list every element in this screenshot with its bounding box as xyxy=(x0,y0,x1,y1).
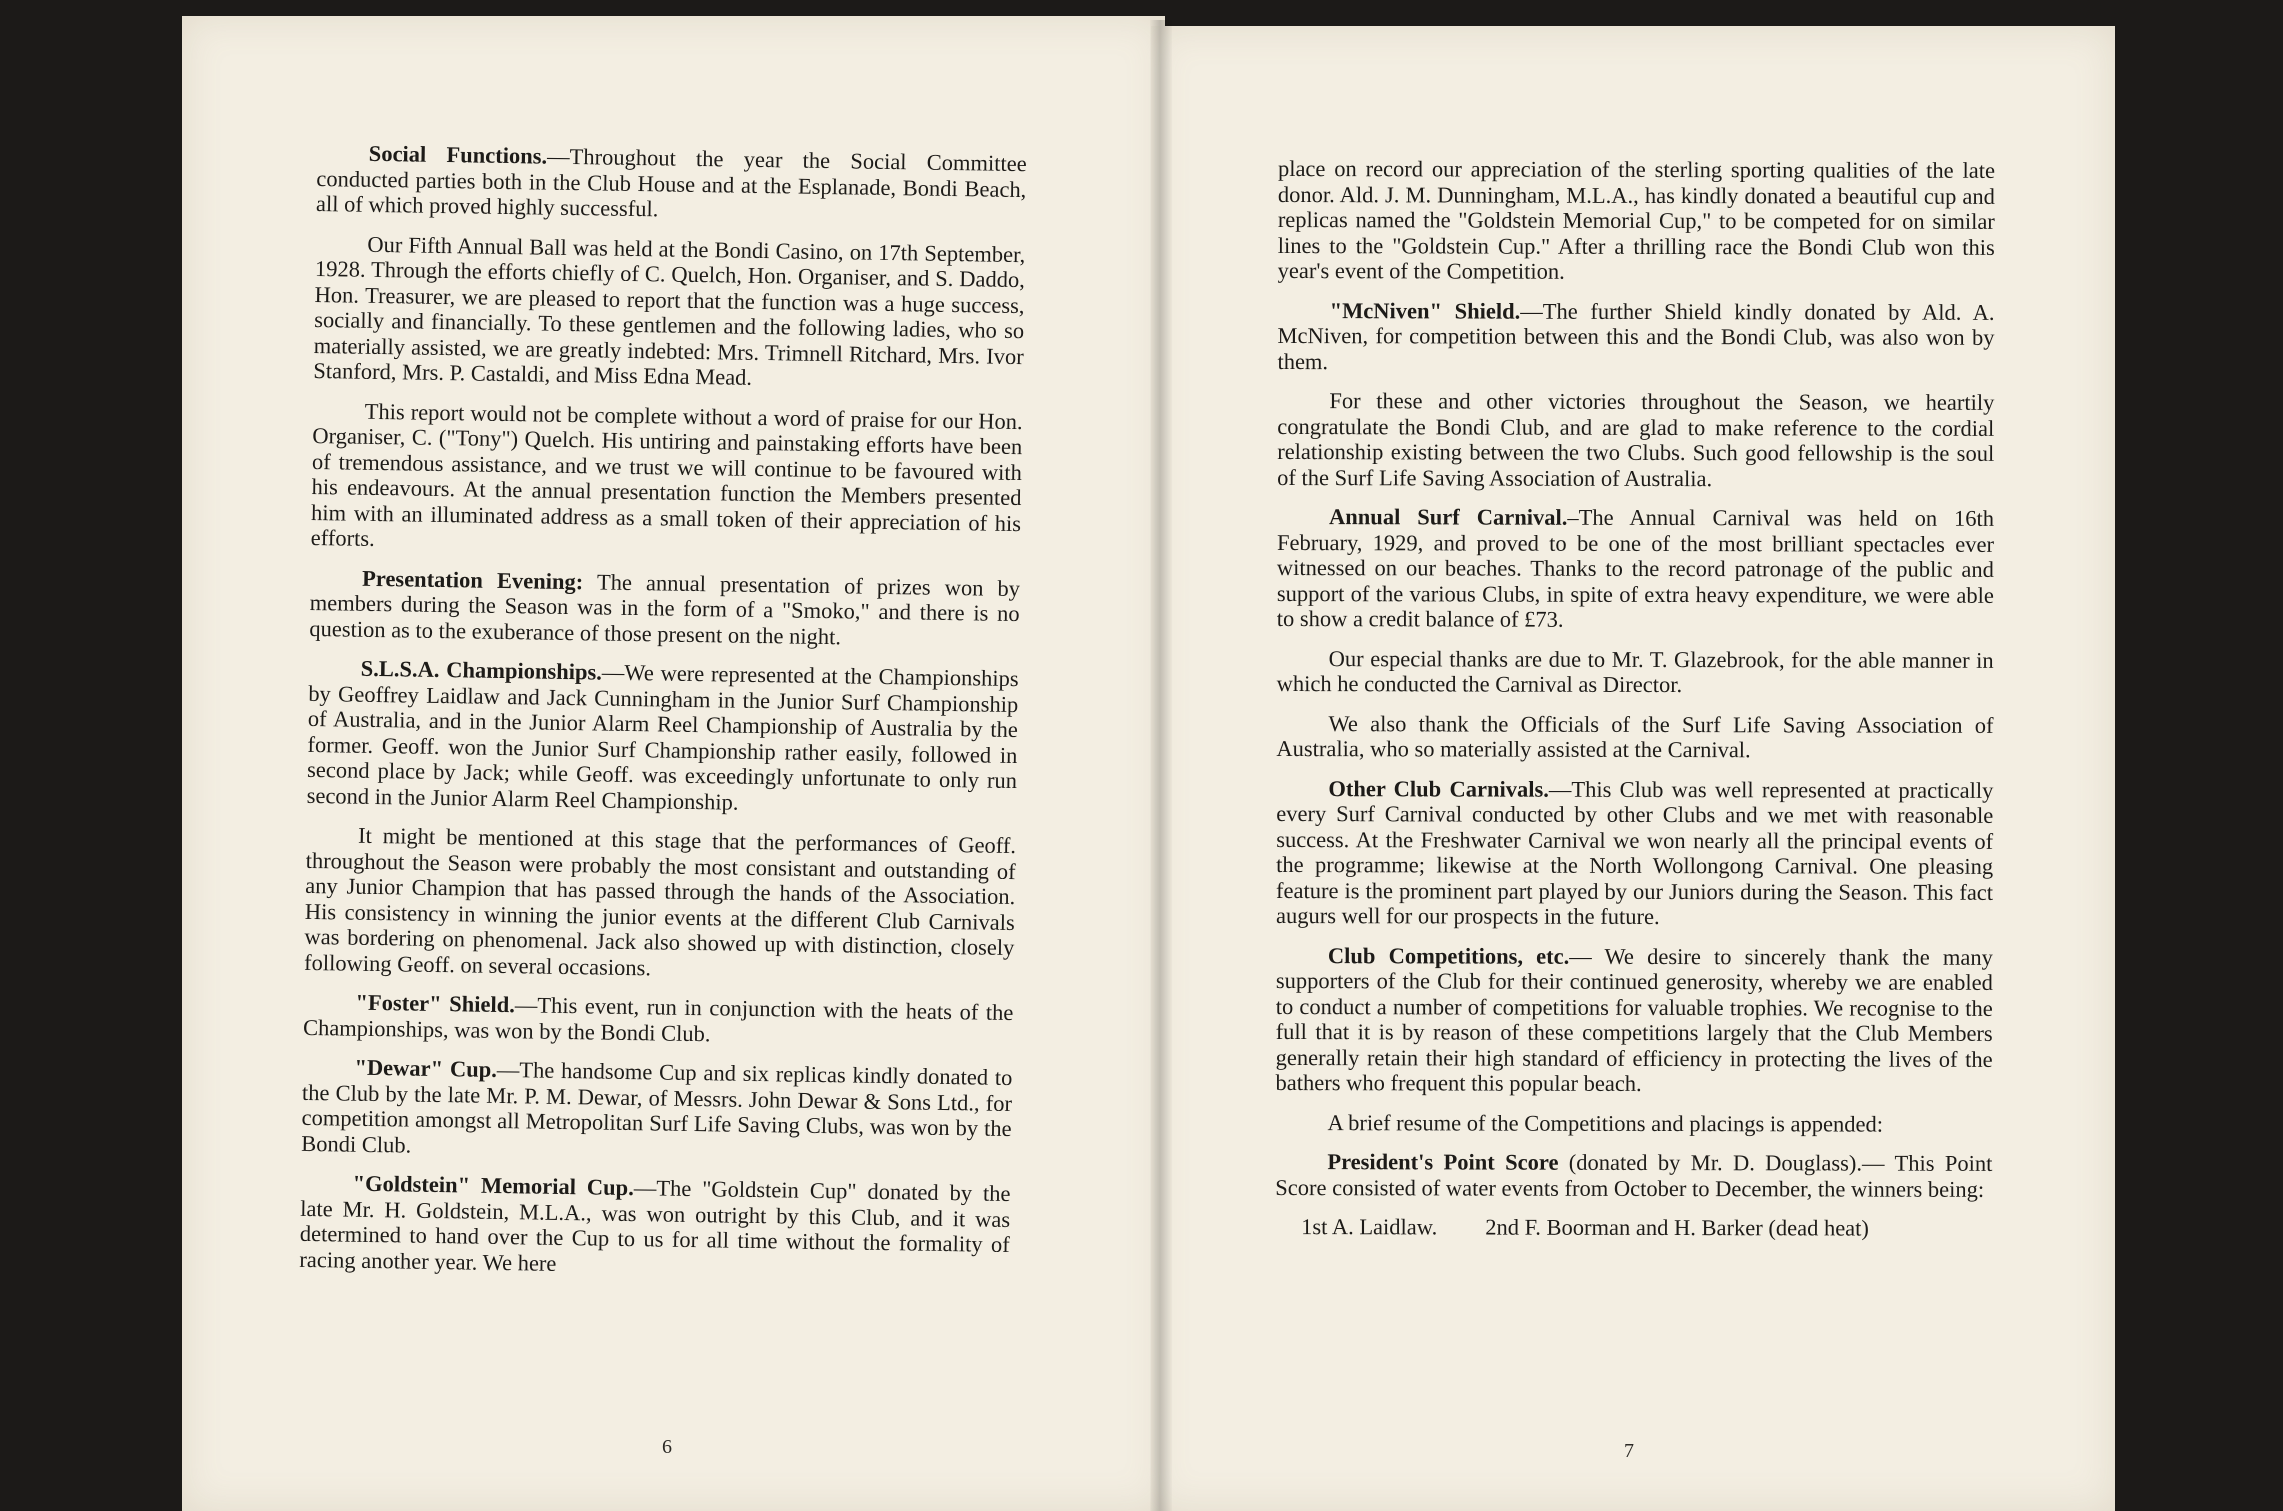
paragraph xyxy=(1278,156,1995,285)
section-heading: "McNiven" Shield. xyxy=(1329,297,1521,324)
paragraph-text: —This event, run in conjunction with the heats of the Championships, was won by the Bondi Club. xyxy=(302,992,1014,1046)
paragraph-text: We also thank the Officials of the Surf Life Saving Association of Australia, who so materially assisted at the Carnival. xyxy=(1276,710,1994,763)
paragraph-text: The annual presentation of prizes won by members during the Season was in the form of a "Smoko," and there is no question as to the exuberance of those present on the night. xyxy=(309,568,1021,649)
section-heading: Presentation Evening: xyxy=(361,565,584,594)
paragraph-text: place on record our appreciation of the sterling sporting qualities of the late donor. Ald. J. M. Dunningham, M.L.A., has kindly donated a beautiful cup and replicas named the "Goldstein Memorial Cup," to be competed for on similar lines to the "Goldstein Cup." After a thrilling race the Bondi Club won this year's event of the Competition. xyxy=(1277,156,1995,284)
paragraph xyxy=(316,140,1027,228)
paragraph xyxy=(307,655,1019,819)
paragraph xyxy=(313,230,1025,394)
paragraph xyxy=(1275,1109,1992,1136)
paragraph-text: —The further Shield kindly donated by Ald. A. McNiven, for competition between this and the Bondi Club, was also won by them. xyxy=(1277,298,1995,374)
paragraph xyxy=(304,822,1016,986)
section-heading: "Goldstein" Memorial Cup. xyxy=(352,1170,635,1201)
section-heading: "Foster" Shield. xyxy=(355,989,516,1018)
book-gutter xyxy=(1150,20,1172,1511)
paragraph-text: For these and other victories throughout the Season, we heartily congratulate the Bondi Club, and are glad to make reference to the cordial relationship existing between the two Clubs. Such good fellowship is the soul of the Surf Life Saving Association of Australia. xyxy=(1277,388,1995,491)
paragraph-text: — We desire to sincerely thank the many supporters of the Club for their continued generosity, whereby we are enabled to conduct a number of competitions for valuable trophies. We recognise to the full that it is by reason of these competitions largely that the Club Members generally retain their high standard of efficiency in protecting the lives of the bathers who frequent this popular beach. xyxy=(1275,943,1993,1096)
paragraph-text: Our Fifth Annual Ball was held at the Bondi Casino, on 17th September, 1928. Through the efforts chiefly of C. Quelch, Hon. Organiser, and S. Daddo, Hon. Treasurer, we are pleased to report that the function was a huge success, socially and financially. To these gentlemen and the following ladies, who so materially assisted, we are greatly indebted: Mrs. Trimnell Ritchard, Mrs. Ivor Stanford, Mrs. P. Castaldi, and Miss Edna Mead. xyxy=(313,231,1026,390)
paragraph xyxy=(1277,504,1994,633)
section-heading: Social Functions. xyxy=(368,140,548,169)
placings-line xyxy=(1275,1214,1992,1241)
paragraph xyxy=(301,1054,1013,1167)
paragraph xyxy=(299,1170,1011,1283)
paragraph xyxy=(1277,645,1994,698)
paragraph-text: —The handsome Cup and six replicas kindly donated to the Club by the late Mr. P. M. Dewar, of Messrs. John Dewar & Sons Ltd., for competition amongst all Metropolitan Surf Life Saving Clubs, was won by the Bondi Club. xyxy=(301,1056,1013,1158)
paragraph xyxy=(309,564,1020,652)
section-heading: "Dewar" Cup. xyxy=(354,1054,498,1082)
right-page-number: 7 xyxy=(1624,1440,1634,1462)
paragraph-text: Our especial thanks are due to Mr. T. Glazebrook, for the able manner in which he conducted the Carnival as Director. xyxy=(1276,645,1994,698)
paragraph-text: –The Annual Carnival was held on 16th February, 1929, and proved to be one of the most brilliant spectacles ever witnessed on our beaches. Thanks to the record patronage of the public and support of the various Clubs, in spite of extra heavy expenditure, we were able to show a credit balance of £73. xyxy=(1276,504,1995,632)
paragraph xyxy=(303,989,1014,1051)
section-heading: S.L.S.A. Championships. xyxy=(360,655,603,685)
paragraph-text: A brief resume of the Competitions and placings is appended: xyxy=(1327,1109,1884,1137)
paragraph-text: —The "Goldstein Cup" donated by the late Mr. H. Goldstein, M.L.A., was won outright by this Club, and it was determined to hand over the Cup to us for all time without the formality of racing another year. We here xyxy=(299,1175,1011,1276)
paragraph xyxy=(1275,1149,1992,1202)
paragraph xyxy=(1276,710,1993,763)
section-heading: Other Club Carnivals. xyxy=(1328,775,1549,802)
section-heading: President's Point Score xyxy=(1327,1149,1559,1175)
right-page-text xyxy=(1275,156,1995,1241)
paragraph xyxy=(1277,297,1994,375)
paragraph xyxy=(1276,775,1993,930)
paragraph-text: —We were represented at the Championships by Geoffrey Laidlaw and Jack Cunningham in the Junior Surf Championship of Australia, and in the Junior Alarm Reel Championship of Australia by the former. Geoff. won the Junior Surf Championship rather easily, followed in second place by Jack; while Geoff. was exceedingly unfortunate to only run second in the Junior Alarm Reel Championship. xyxy=(306,659,1019,815)
paragraph xyxy=(1277,388,1994,492)
paragraph-text: (donated by Mr. D. Douglass).— This Point Score consisted of water events from October to December, the winners being: xyxy=(1275,1149,1993,1202)
section-heading: Club Competitions, etc. xyxy=(1327,942,1570,969)
paragraph-text: —This Club was well represented at practically every Surf Carnival conducted by other Clubs and we met with reasonable success. At the Freshwater Carnival we won nearly all the principal events of the programme; likewise at the North Wollongong Carnival. One pleasing feature is the prominent part played by our Juniors during the Season. This fact augurs well for our prospects in the future. xyxy=(1275,776,1994,930)
paragraph-text: This report would not be complete without a word of praise for our Hon. Organiser, C. ("Tony") Quelch. His untiring and painstaking efforts have been of tremendous assistance, and we trust we will continue to be favoured with his endeavours. At the annual presentation function the Members presented him with an illuminated address as a small token of their appreciation of his efforts. xyxy=(310,398,1023,551)
section-heading: Annual Surf Carnival. xyxy=(1329,504,1568,530)
left-page-text xyxy=(299,140,1027,1297)
left-page xyxy=(182,16,1165,1511)
left-page-number: 6 xyxy=(662,1436,672,1458)
paragraph xyxy=(311,397,1023,561)
paragraph-text: —Throughout the year the Social Committee conducted parties both in the Club House and at the Esplanade, Bondi Beach, all of which proved highly successful. xyxy=(315,143,1027,222)
placing-first: 1st A. Laidlaw. xyxy=(1301,1214,1438,1240)
right-page xyxy=(1151,26,2115,1511)
paragraph-text: It might be mentioned at this stage that the performances of Geoff. throughout the Season were probably the most consistant and outstanding of any Junior Champion that has passed through the hands of the Association. His consistency in winning the junior events at the different Club Carnivals was bordering on phenomenal. Jack also showed up with distinction, closely following Geoff. on several occasions. xyxy=(303,822,1017,980)
paragraph xyxy=(1276,942,1993,1097)
placing-second: 2nd F. Boorman and H. Barker (dead heat) xyxy=(1485,1214,1869,1241)
